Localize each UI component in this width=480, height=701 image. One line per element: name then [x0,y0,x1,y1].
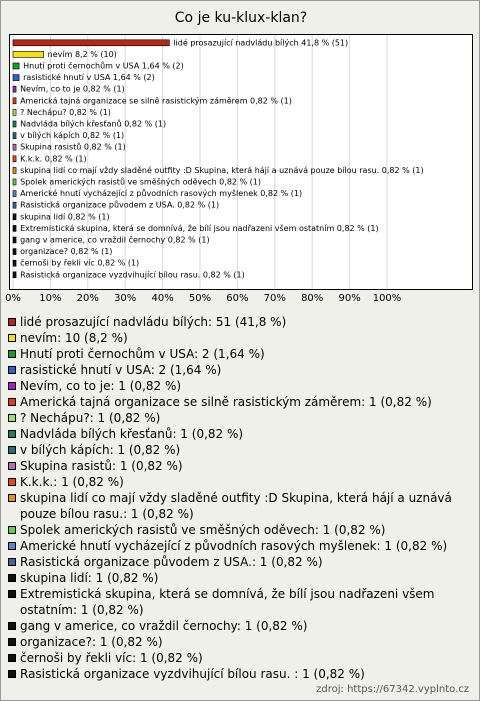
legend-label: v bílých kápích: 1 (0,82 %) [20,443,181,457]
bar [13,156,16,162]
legend-item [8,378,476,394]
legend-item [8,330,476,346]
legend-swatch [8,670,16,678]
bar [13,167,16,173]
x-tick-label: 60% [226,293,249,304]
bar-data-label: Nevím, co to je 0,82 % (1) [20,84,125,94]
bar [13,75,19,81]
legend-swatch [8,494,16,502]
legend-swatch [8,334,16,342]
plot-area [9,34,473,290]
legend-swatch [8,622,16,630]
bar-data-label: Spolek amerických rasistů ve směšných oděvech 0,82 % (1) [20,177,262,187]
bar [13,214,16,220]
legend-item [8,346,476,362]
legend-label: Extremistická skupina, která se domnívá, že bílí jsou nadřazeni všem ostatním: 1 (0,82 %) [20,587,435,617]
legend-label: Rasistická organizace původem z USA.: 1 (0,82 %) [20,555,323,569]
legend-swatch [8,366,16,374]
x-tick-label: 10% [39,293,62,304]
legend-item [8,474,476,490]
legend-swatch [8,414,16,422]
bar [13,179,16,185]
bar-data-label: Nadvláda bílých křesťanů 0,82 % (1) [20,119,167,129]
bar-data-label: skupina lidí 0,82 % (1) [20,212,110,222]
bar-data-label: ? Nechápu? 0,82 % (1) [20,107,111,117]
legend [8,314,476,682]
bar [13,260,16,266]
bar-data-label: rasistické hnutí v USA 1,64 % (2) [23,73,155,83]
legend-label: černoši by řekli víc: 1 (0,82 %) [20,651,203,665]
bar [13,202,16,208]
legend-item [8,538,476,554]
legend-swatch [8,350,16,358]
bar [13,98,16,104]
legend-swatch [8,318,16,326]
legend-swatch [8,590,16,598]
x-tick-label: 20% [76,293,99,304]
legend-label: gang v americe, co vraždil černochy: 1 (0,82 %) [20,619,308,633]
legend-item [8,410,476,426]
legend-label: ? Nechápu?: 1 (0,82 %) [20,411,161,425]
bar [13,249,16,255]
bar-data-label: černoši by řekli víc 0,82 % (1) [20,258,140,268]
legend-swatch [8,558,16,566]
legend-item [8,554,476,570]
bar [13,51,44,57]
legend-label: Spolek amerických rasistů ve směšných oděvech: 1 (0,82 %) [20,523,386,537]
legend-item [8,314,476,330]
legend-swatch [8,638,16,646]
bar [13,237,16,243]
x-tick-label: 100% [372,293,402,304]
legend-label: Nevím, co to je: 1 (0,82 %) [20,379,182,393]
legend-swatch [8,542,16,550]
bar-data-label: Rasistická organizace původem z USA. 0,82 % (1) [20,200,220,210]
legend-label: Rasistická organizace vyzdvihující bílou rasu. : 1 (0,82 %) [20,667,365,681]
legend-label: nevím: 10 (8,2 %) [20,331,128,345]
bar-data-label: K.k.k. 0,82 % (1) [20,154,87,164]
x-tick-label: 50% [188,293,212,304]
bar-data-label: skupina lidí co mají vždy sladěné outfity :D Skupina, která hájí a uznává pouze bílou rasu. 0,82 % (1) [20,165,424,175]
bar-data-label: lidé prosazující nadvládu bílých 41,8 % (51) [173,38,349,48]
x-tick-label: 0% [5,293,21,304]
x-tick-label: 70% [263,293,286,304]
legend-swatch [8,478,16,486]
legend-label: Americká tajná organizace se silně rasistickým záměrem: 1 (0,82 %) [20,395,432,409]
legend-label: Hnutí proti černochům v USA: 2 (1,64 %) [20,347,265,361]
bar-data-label: Rasistická organizace vyzdvihující bílou rasu. 0,82 % (1) [20,270,245,280]
legend-item [8,490,476,522]
x-axis-tick-labels [1,293,480,309]
legend-label: Skupina rasistů: 1 (0,82 %) [20,459,183,473]
legend-item [8,394,476,410]
legend-swatch [8,446,16,454]
legend-item [8,666,476,682]
legend-label: Americké hnutí vycházející z původních rasových myšlenek: 1 (0,82 %) [20,539,448,553]
x-tick-label: 40% [151,293,174,304]
legend-swatch [8,654,16,662]
legend-label: skupina lidí: 1 (0,82 %) [20,571,159,585]
legend-item [8,458,476,474]
legend-item [8,442,476,458]
bar [13,86,16,92]
bar-data-label: nevím 8,2 % (10) [47,49,117,59]
x-tick-label: 80% [301,293,324,304]
legend-item [8,570,476,586]
bar-data-label: Americká tajná organizace se silně rasistickým záměrem 0,82 % (1) [20,96,292,106]
bar-chart-svg [10,35,472,289]
legend-item [8,586,476,618]
legend-item [8,426,476,442]
legend-label: skupina lidí co mají vždy sladěné outfity :D Skupina, která hájí a uznává pouze bílou rasu.: 1 (0,82 %) [20,491,452,521]
bar [13,272,16,278]
bar-data-label: organizace? 0,82 % (1) [20,247,113,257]
x-tick-label: 90% [338,293,361,304]
bar [13,109,16,115]
legend-swatch [8,430,16,438]
bar-data-label: v bílých kápích 0,82 % (1) [20,131,125,141]
legend-label: organizace?: 1 (0,82 %) [20,635,163,649]
legend-item [8,618,476,634]
legend-item [8,362,476,378]
bar-data-label: Hnutí proti černochům v USA 1,64 % (2) [23,61,184,71]
legend-swatch [8,574,16,582]
legend-item [8,650,476,666]
chart-title: Co je ku-klux-klan? [174,10,308,26]
bar-data-label: gang v americe, co vraždil černochy 0,82 % (1) [20,235,210,245]
bar [13,40,169,46]
source-link[interactable]: zdroj: https://67342.vyplnto.cz [316,684,469,695]
legend-item [8,522,476,538]
legend-swatch [8,526,16,534]
bar [13,144,16,150]
x-tick-label: 30% [114,293,137,304]
legend-label: Nadvláda bílých křesťanů: 1 (0,82 %) [20,427,244,441]
bar [13,225,16,231]
bar [13,133,16,139]
legend-label: rasistické hnutí v USA: 2 (1,64 %) [20,363,222,377]
legend-label: lidé prosazující nadvládu bílých: 51 (41,8 %) [20,315,287,329]
bar-data-label: Skupina rasistů 0,82 % (1) [20,142,126,152]
legend-swatch [8,398,16,406]
bar [13,63,19,69]
bar [13,191,16,197]
legend-item [8,634,476,650]
legend-swatch [8,462,16,470]
legend-label: K.k.k.: 1 (0,82 %) [20,475,124,489]
bar [13,121,16,127]
bar-data-label: Americké hnutí vycházející z původních rasových myšlenek 0,82 % (1) [20,189,303,199]
bar-data-label: Extremistická skupina, která se domnívá, že bílí jsou nadřazeni všem ostatním 0,82 % (1) [20,223,379,233]
legend-swatch [8,382,16,390]
